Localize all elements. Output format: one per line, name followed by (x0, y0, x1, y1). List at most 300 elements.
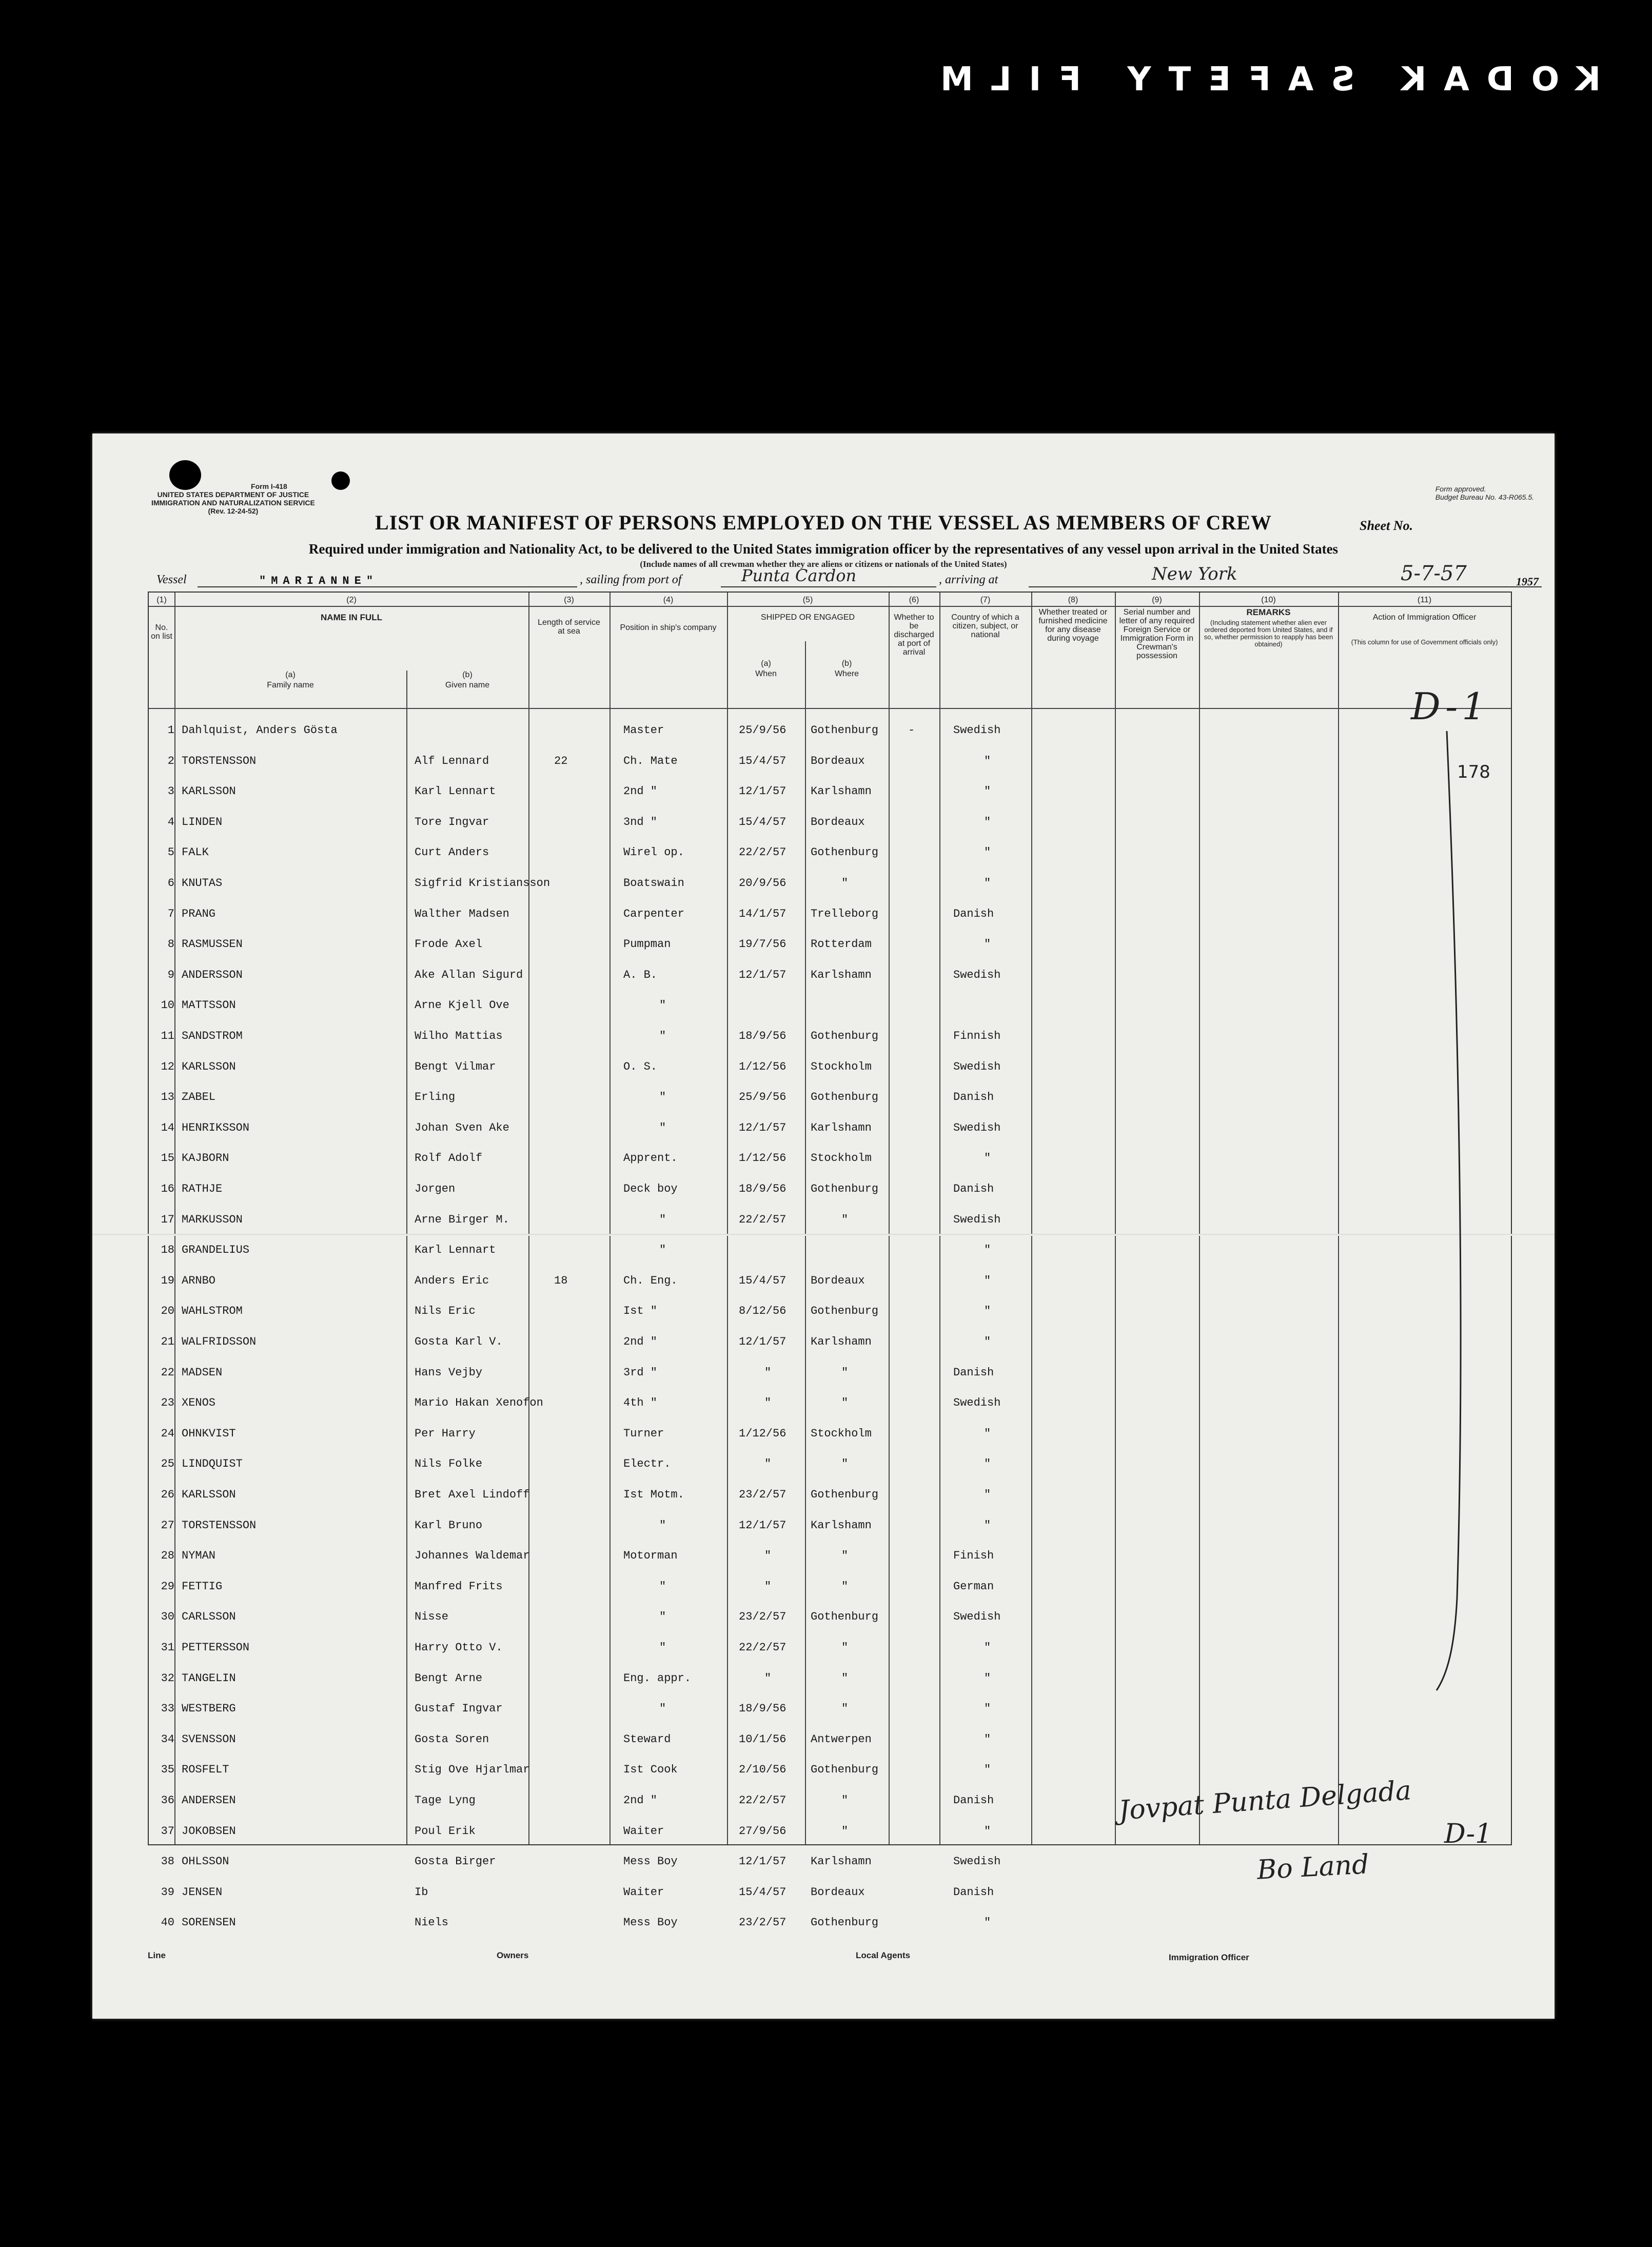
country: " (984, 1244, 991, 1257)
given-name: Tore Ingvar (415, 815, 489, 829)
country: Swedish (953, 724, 1001, 737)
shipped-where: Karlshamn (811, 1855, 872, 1868)
remarks-handwritten: Jovpat Punta Delgada (1117, 1775, 1412, 1826)
crew-row (149, 1326, 1511, 1357)
crew-row (149, 1142, 1511, 1173)
given-name: Hans Vejby (415, 1366, 483, 1379)
shipped-when: 18/9/56 (739, 1702, 786, 1716)
given-name: Bengt Vilmar (415, 1060, 496, 1073)
shipped-when: 19/7/56 (739, 938, 786, 951)
crew-row (149, 1479, 1511, 1510)
family-name: MADSEN (182, 1366, 223, 1379)
header-remarks-note: (Including statement whether alien ever ordered deported from United States, and if so, whether permission to reapply has been obtained) (1204, 619, 1333, 648)
family-name: LINDEN (182, 815, 223, 829)
family-name: XENOS (182, 1396, 216, 1410)
given-name: Karl Lennart (415, 1244, 496, 1257)
header-where: Where (834, 669, 859, 678)
position: Deck boy (623, 1182, 678, 1195)
footer-officer-label: Immigration Officer (1169, 1953, 1249, 1962)
row-number: 33 (161, 1702, 174, 1716)
country: Finish (953, 1549, 994, 1563)
sailing-port: Punta Cardon (741, 566, 857, 585)
shipped-when: 23/2/57 (739, 1916, 786, 1929)
position: Motorman (623, 1549, 678, 1563)
position: " (659, 1091, 666, 1104)
country: " (984, 846, 991, 859)
shipped-when: 1/12/56 (739, 1152, 786, 1165)
country: Swedish (953, 1855, 1001, 1868)
punch-hole (331, 471, 350, 490)
crew-row (149, 1295, 1511, 1326)
position: " (659, 1519, 666, 1532)
given-name: Curt Anders (415, 846, 489, 859)
crew-row (149, 1051, 1511, 1082)
shipped-where: Stockholm (811, 1427, 872, 1440)
family-name: KARLSSON (182, 1060, 236, 1073)
arriving-port: New York (1152, 564, 1237, 584)
shipped-where: Gothenburg (811, 1030, 879, 1042)
family-name: ANDERSSON (182, 968, 243, 981)
given-name: Walther Madsen (415, 907, 509, 920)
position: Turner (623, 1427, 664, 1440)
header-family-name: Family name (267, 681, 314, 689)
row-number: 27 (161, 1519, 174, 1532)
arrival-year: 1957 (1516, 575, 1539, 588)
given-name: Erling (415, 1091, 456, 1104)
shipped-where: Trelleborg (811, 907, 879, 920)
shipped-where: " (841, 1213, 849, 1226)
row-number: 3 (167, 785, 174, 798)
crew-row (149, 1204, 1511, 1235)
column-number: (1) (156, 596, 167, 604)
shipped-when: 18/9/56 (739, 1182, 786, 1195)
row-number: 23 (161, 1396, 174, 1410)
position: Ist " (623, 1305, 658, 1318)
shipped-when: " (764, 1366, 772, 1379)
row-number: 5 (167, 846, 174, 859)
given-name: Nisse (415, 1610, 449, 1624)
length-of-service: 22 (554, 754, 568, 767)
shipped-where: Karlshamn (811, 1335, 872, 1348)
sailing-label: , sailing from port of (580, 573, 682, 586)
shipped-when: 23/2/57 (739, 1488, 786, 1501)
include-note: (Include names of all crewman whether they are aliens or citizens or nationals of the United States) (640, 559, 1007, 569)
country: " (984, 1732, 991, 1746)
row-number: 14 (161, 1121, 174, 1134)
country: " (984, 1824, 991, 1838)
row-number: 38 (161, 1855, 174, 1868)
family-name: WESTBERG (182, 1702, 236, 1716)
header-when-a: (a) (761, 659, 771, 668)
shipped-where: " (841, 1580, 849, 1593)
crew-row (149, 1816, 1511, 1846)
header-action-note: (This column for use of Government officials only) (1351, 638, 1498, 646)
family-name: OHNKVIST (182, 1427, 236, 1440)
row-number: 28 (161, 1549, 174, 1563)
country: " (984, 1916, 991, 1929)
position: Waiter (623, 1885, 664, 1899)
shipped-when: 15/4/57 (739, 815, 786, 829)
header-position: Position in ship's company (620, 623, 717, 632)
position: 3nd " (623, 815, 658, 829)
position: " (659, 1641, 666, 1654)
film-edge-text: KODAK SAFETY FILM (923, 61, 1601, 98)
header-serial: Serial number and letter of any required Foreign Service or Immigration Form in Crewman's possession (1119, 608, 1195, 660)
country: " (984, 877, 991, 890)
shipped-where: Gothenburg (811, 1182, 879, 1195)
country: " (984, 1274, 991, 1287)
crew-row (149, 1632, 1511, 1663)
crew-row (149, 776, 1511, 806)
position: Ch. Mate (623, 754, 678, 767)
row-number: 10 (161, 999, 174, 1012)
shipped-when: " (764, 1671, 772, 1685)
shipped-where: " (841, 1396, 849, 1410)
row-number: 6 (167, 877, 174, 890)
shipped-when: 18/9/56 (739, 1030, 786, 1042)
row-number: 2 (167, 754, 174, 767)
given-name: Tage Lyng (415, 1794, 476, 1807)
crew-row (149, 715, 1511, 745)
shipped-when: 12/1/57 (739, 1855, 786, 1868)
family-name: KARLSSON (182, 785, 236, 798)
given-name: Gosta Karl V. (415, 1335, 503, 1348)
column-number: (2) (346, 596, 357, 604)
row-number: 21 (161, 1335, 174, 1348)
position: Mess Boy (623, 1916, 678, 1929)
position: Ist Motm. (623, 1488, 684, 1501)
shipped-when: 10/1/56 (739, 1732, 786, 1746)
family-name: FALK (182, 846, 209, 859)
country: Danish (953, 1091, 994, 1104)
header-medicine: Whether treated or furnished medicine for any disease during voyage (1038, 608, 1108, 643)
row-number: 11 (161, 1030, 174, 1042)
family-name: PETTERSSON (182, 1641, 250, 1654)
column-number: (10) (1261, 596, 1276, 604)
position: " (659, 1030, 666, 1042)
crew-row (149, 1081, 1511, 1112)
family-name: FETTIG (182, 1580, 223, 1593)
column-number: (6) (909, 596, 919, 604)
crew-row (149, 1601, 1511, 1632)
shipped-when: 22/2/57 (739, 1213, 786, 1226)
country: " (984, 1702, 991, 1716)
sheet-number-label: Sheet No. (1360, 518, 1413, 533)
row-number: 7 (167, 907, 174, 920)
shipped-when: 12/1/57 (739, 968, 786, 981)
manifest-title: LIST OR MANIFEST OF PERSONS EMPLOYED ON THE VESSEL AS MEMBERS OF CREW (375, 511, 1272, 534)
position: 2nd " (623, 785, 658, 798)
given-name: Manfred Frits (415, 1580, 503, 1593)
country: Finnish (953, 1030, 1001, 1042)
shipped-where: Gothenburg (811, 1305, 879, 1318)
crew-row (149, 1754, 1511, 1785)
shipped-where: Stockholm (811, 1152, 872, 1165)
header-given-name: Given name (445, 681, 490, 689)
shipped-when: 1/12/56 (739, 1060, 786, 1073)
vessel-label: Vessel (156, 573, 187, 586)
position: 2nd " (623, 1335, 658, 1348)
crew-row (149, 745, 1511, 776)
given-name: Johannes Waldemar (415, 1549, 530, 1563)
crew-row (149, 1234, 1511, 1265)
country: " (984, 1335, 991, 1348)
header-divider (149, 606, 1511, 607)
column-number: (4) (663, 596, 674, 604)
row-number: 8 (167, 938, 174, 951)
crew-row (149, 1663, 1511, 1693)
country: " (984, 1152, 991, 1165)
shipped-when: 15/4/57 (739, 754, 786, 767)
header-given-b: (b) (462, 671, 473, 679)
row-number: 25 (161, 1457, 174, 1471)
given-name: Gosta Birger (415, 1855, 496, 1868)
family-name: SANDSTROM (182, 1030, 243, 1042)
column-number: (7) (980, 596, 991, 604)
country: " (984, 815, 991, 829)
family-name: MATTSSON (182, 999, 236, 1012)
row-number: 40 (161, 1916, 174, 1929)
country: " (984, 1763, 991, 1777)
shipped-where: " (841, 1671, 849, 1685)
given-name: Johan Sven Ake (415, 1121, 509, 1134)
service-line: IMMIGRATION AND NATURALIZATION SERVICE (151, 499, 315, 507)
given-name: Bengt Arne (415, 1671, 483, 1685)
given-name: Bret Axel Lindoff (415, 1488, 530, 1501)
shipped-when: 25/9/56 (739, 1091, 786, 1104)
crew-row (149, 990, 1511, 1020)
arrival-date: 5-7-57 (1401, 562, 1467, 585)
column-number: (11) (1417, 596, 1432, 604)
country: Danish (953, 907, 994, 920)
header-when: When (755, 669, 777, 678)
given-name: Anders Eric (415, 1274, 489, 1287)
shipped-when: " (764, 1549, 772, 1563)
shipped-where: Gothenburg (811, 1488, 879, 1501)
given-name: Ib (415, 1885, 428, 1899)
shipped-when: 14/1/57 (739, 907, 786, 920)
row-number: 35 (161, 1763, 174, 1777)
header-family-a: (a) (285, 671, 296, 679)
shipped-when: 22/2/57 (739, 846, 786, 859)
column-number: (9) (1152, 596, 1162, 604)
family-name: ROSFELT (182, 1763, 229, 1777)
department-line: UNITED STATES DEPARTMENT OF JUSTICE (157, 490, 309, 499)
family-name: ZABEL (182, 1091, 216, 1104)
row-number: 19 (161, 1274, 174, 1287)
country: Danish (953, 1794, 994, 1807)
header-length-of-service: Length of service at sea (538, 618, 600, 636)
shipped-when: 12/1/57 (739, 1121, 786, 1134)
shipped-where: Bordeaux (811, 1274, 865, 1287)
header-shipped-engaged: SHIPPED OR ENGAGED (760, 613, 855, 622)
row-number: 12 (161, 1060, 174, 1073)
shipped-where: " (841, 1457, 849, 1471)
shipped-when: 12/1/57 (739, 1335, 786, 1348)
officer-signature: Bo Land (1256, 1849, 1370, 1886)
country: " (984, 1305, 991, 1318)
family-name: MARKUSSON (182, 1213, 243, 1226)
shipped-when: 20/9/56 (739, 877, 786, 890)
family-name: SVENSSON (182, 1732, 236, 1746)
country: Danish (953, 1366, 994, 1379)
position: Pumpman (623, 938, 671, 951)
shipped-where: " (841, 1824, 849, 1838)
crew-row (149, 1724, 1511, 1755)
shipped-when: 2/10/56 (739, 1763, 786, 1777)
given-name: Sigfrid Kristiansson (415, 877, 550, 890)
header-country: Country of which a citizen, subject, or national (951, 613, 1019, 639)
header-action: Action of Immigration Officer (1372, 613, 1477, 622)
crew-row (149, 898, 1511, 929)
shipped-where: Stockholm (811, 1060, 872, 1073)
shipped-when: 8/12/56 (739, 1305, 786, 1318)
crew-row (149, 1693, 1511, 1724)
row-number: 24 (161, 1427, 174, 1440)
crew-row (149, 1173, 1511, 1204)
position: Mess Boy (623, 1855, 678, 1868)
film-edge (0, 0, 1652, 133)
crew-row (149, 1448, 1511, 1479)
budget-approval (1435, 485, 1534, 501)
shipped-where: " (841, 1702, 849, 1716)
position: O. S. (623, 1060, 658, 1073)
family-name: PRANG (182, 907, 216, 920)
row-number: 39 (161, 1885, 174, 1899)
position: Carpenter (623, 907, 684, 920)
header-divider (149, 708, 1511, 709)
shipped-when: 22/2/57 (739, 1794, 786, 1807)
header-name-in-full: NAME IN FULL (321, 613, 382, 622)
position: 2nd " (623, 1794, 658, 1807)
count-mark: 178 (1457, 762, 1490, 782)
row-number: 34 (161, 1732, 174, 1746)
given-name: Per Harry (415, 1427, 476, 1440)
position: " (659, 1610, 666, 1624)
vessel-name: "MARIANNE" (259, 575, 379, 587)
family-name: JOKOBSEN (182, 1824, 236, 1838)
arriving-label: , arriving at (939, 573, 998, 586)
shipped-when: 12/1/57 (739, 785, 786, 798)
header-where-b: (b) (841, 659, 852, 668)
family-name: RASMUSSEN (182, 938, 243, 951)
crew-row (149, 1907, 1511, 1938)
shipped-where: Karlshamn (811, 785, 872, 798)
row-number: 1 (167, 724, 174, 737)
family-name: JENSEN (182, 1885, 223, 1899)
row-number: 30 (161, 1610, 174, 1624)
revision-date: (Rev. 12-24-52) (208, 507, 259, 515)
position: Waiter (623, 1824, 664, 1838)
family-name: LINDQUIST (182, 1457, 243, 1471)
position: Eng. appr. (623, 1671, 692, 1685)
country: Danish (953, 1182, 994, 1195)
family-name: TORSTENSSON (182, 1519, 257, 1532)
family-name: CARLSSON (182, 1610, 236, 1624)
given-name: Jorgen (415, 1182, 456, 1195)
row-number: 13 (161, 1091, 174, 1104)
given-name: Ake Allan Sigurd (415, 968, 523, 981)
crew-row (149, 1357, 1511, 1388)
given-name: Gustaf Ingvar (415, 1702, 503, 1716)
shipped-when: 25/9/56 (739, 724, 786, 737)
family-name: TORSTENSSON (182, 754, 257, 767)
shipped-where: Gothenburg (811, 1610, 879, 1624)
shipped-when: 15/4/57 (739, 1885, 786, 1899)
action-bracket-line (1416, 726, 1478, 1701)
row-number: 15 (161, 1152, 174, 1165)
country: " (984, 1671, 991, 1685)
family-name: OHLSSON (182, 1855, 229, 1868)
column-number: (8) (1068, 596, 1078, 604)
country: Danish (953, 1885, 994, 1899)
row-number: 20 (161, 1305, 174, 1318)
country: " (984, 1457, 991, 1471)
country: Swedish (953, 968, 1001, 981)
position: " (659, 1213, 666, 1226)
shipped-where: Gothenburg (811, 1763, 879, 1777)
position: A. B. (623, 968, 658, 981)
position: 3rd " (623, 1366, 658, 1379)
country: " (984, 754, 991, 767)
shipped-where: Gothenburg (811, 1916, 879, 1929)
crew-row (149, 959, 1511, 990)
shipped-when: 27/9/56 (739, 1824, 786, 1838)
shipped-where: " (841, 877, 849, 890)
family-name: NYMAN (182, 1549, 216, 1563)
family-name: KAJBORN (182, 1152, 229, 1165)
position: " (659, 1244, 666, 1257)
position: " (659, 1121, 666, 1134)
shipped-where: Karlshamn (811, 1121, 872, 1134)
shipped-when: " (764, 1396, 772, 1410)
family-name: HENRIKSSON (182, 1121, 250, 1134)
shipped-where: Bordeaux (811, 1885, 865, 1899)
family-name: GRANDELIUS (182, 1244, 250, 1257)
given-name: Harry Otto V. (415, 1641, 503, 1654)
position: Boatswain (623, 877, 684, 890)
shipped-when: 23/2/57 (739, 1610, 786, 1624)
position: " (659, 1702, 666, 1716)
position: " (659, 1580, 666, 1593)
form-number: Form I-418 (251, 482, 287, 490)
country: Swedish (953, 1060, 1001, 1073)
position: " (659, 999, 666, 1012)
row-number: 36 (161, 1794, 174, 1807)
position: 4th " (623, 1396, 658, 1410)
action-mark: D-1 (1411, 685, 1490, 728)
shipped-where: Rotterdam (811, 938, 872, 951)
row-number: 22 (161, 1366, 174, 1379)
shipped-when: " (764, 1580, 772, 1593)
given-name: Karl Bruno (415, 1519, 483, 1532)
shipped-where: Antwerpen (811, 1732, 872, 1746)
family-name: RATHJE (182, 1182, 223, 1195)
country: German (953, 1580, 994, 1593)
row-number: 32 (161, 1671, 174, 1685)
column-number: (3) (564, 596, 574, 604)
header-discharged: Whether to be discharged at port of arrival (894, 613, 934, 657)
given-name: Nils Eric (415, 1305, 476, 1318)
shipped-when: " (764, 1457, 772, 1471)
position: Master (623, 724, 664, 737)
footer-line-label: Line (148, 1950, 166, 1960)
crew-row (149, 806, 1511, 837)
shipped-where: " (841, 1366, 849, 1379)
country: Swedish (953, 1213, 1001, 1226)
discharge-flag: - (908, 724, 915, 737)
crew-row (149, 868, 1511, 898)
